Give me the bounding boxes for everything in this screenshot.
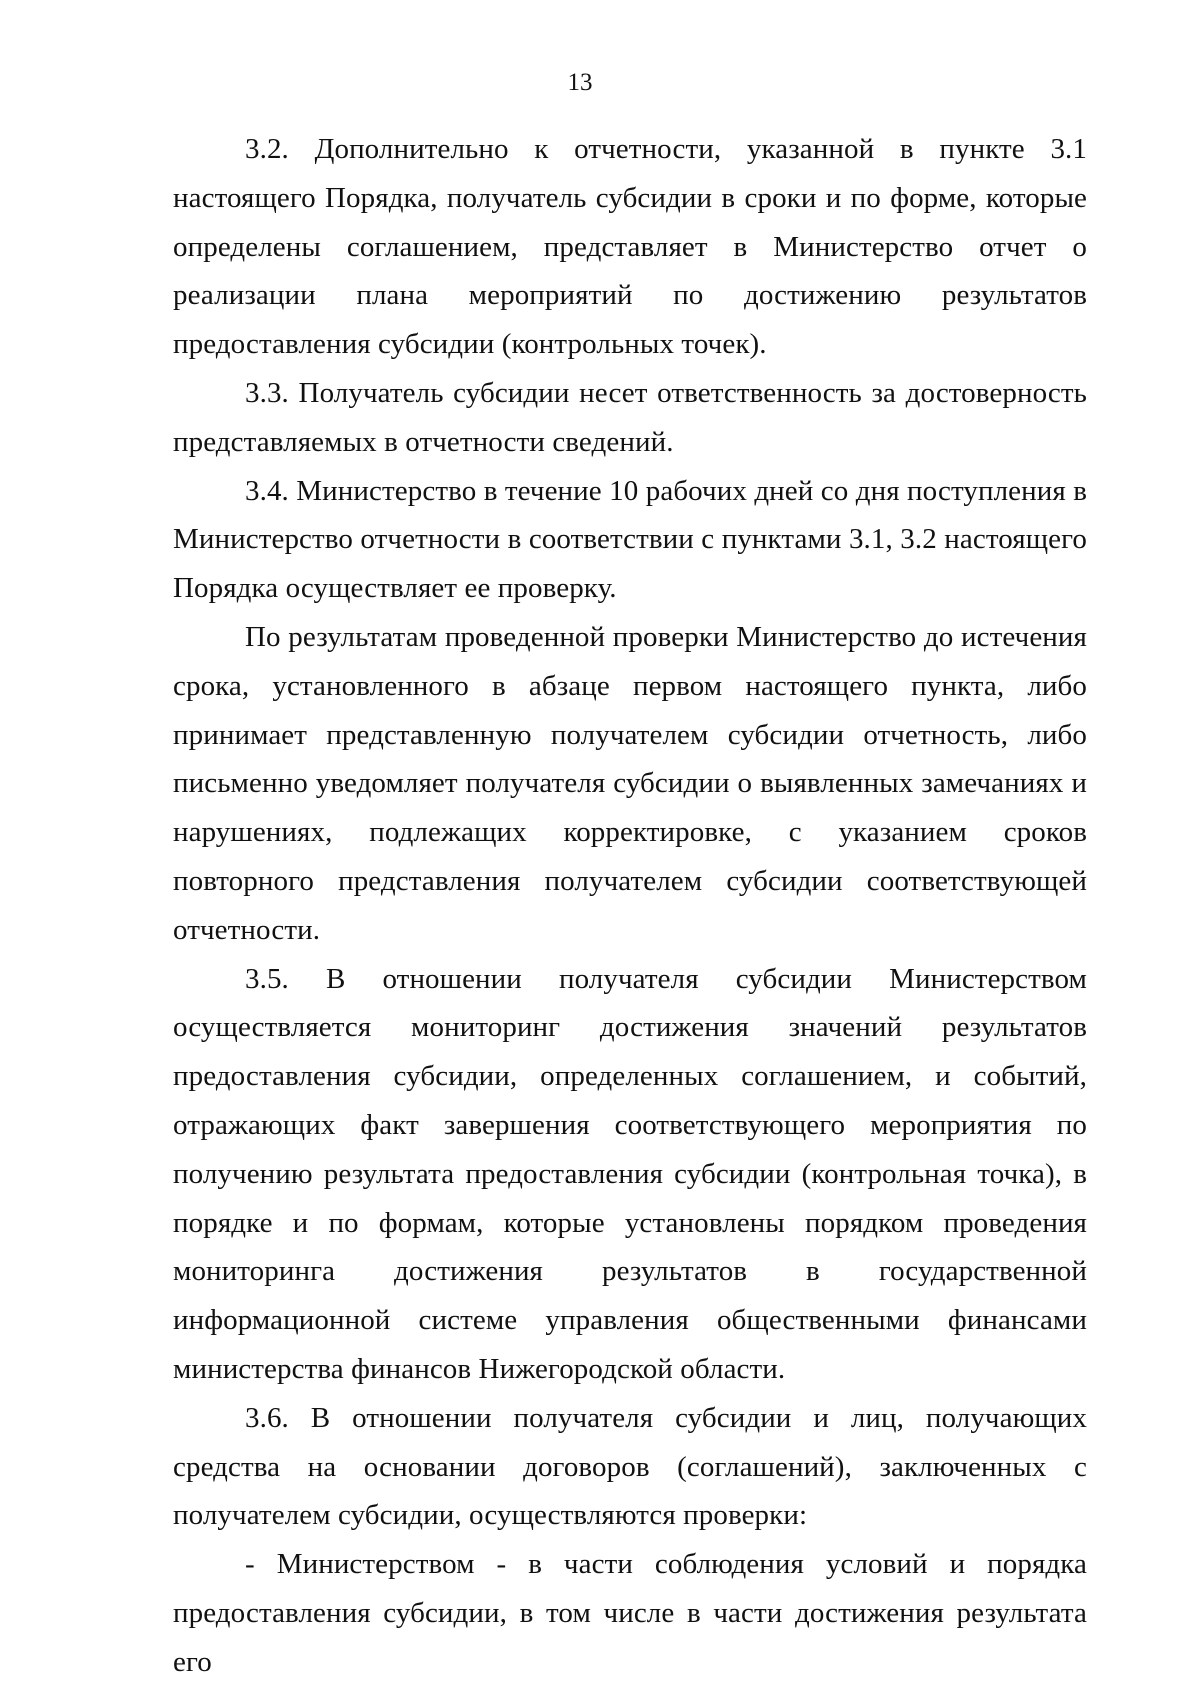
paragraph-3-2: 3.2. Дополнительно к отчетности, указанной в пункте 3.1 настоящего Порядка, получатель субсидии в сроки и по форме, которые определены соглашением, представляет в Министерство отчет о реализации плана мероприятий по достижению результатов предоставления субсидии (контрольных точек).	[173, 133, 1087, 361]
paragraph-3-4-results: По результатам проведенной проверки Министерство до истечения срока, установленного в абзаце первом настоящего пункта, либо принимает представленную получателем субсидии отчетность, либо письменно уведомляет получателя субсидии о выявленных замечаниях и нарушениях, подлежащих корректировке, с указанием сроков повторного представления получателем субсидии соответствующей отчетности.	[173, 620, 1087, 946]
paragraph-3-4: 3.4. Министерство в течение 10 рабочих дней со дня поступления в Министерство отчетности в соответствии с пунктами 3.1, 3.2 настоящего Порядка осуществляет ее проверку.	[173, 474, 1087, 605]
paragraph-3-5: 3.5. В отношении получателя субсидии Министерством осуществляется мониторинг достижения значений результатов предоставления субсидии, определенных соглашением, и событий, отражающих факт завершения соответствующего мероприятия по получению результата предоставления субсидии (контрольная точка), в порядке и по формам, которые установлены порядком проведения мониторинга достижения результатов в государственной информационной системе управления общественными финансами министерства финансов Нижегородской области.	[173, 962, 1087, 1385]
paragraph-3-3: 3.3. Получатель субсидии несет ответственность за достоверность представляемых в отчетности сведений.	[173, 376, 1087, 458]
paragraph-3-6: 3.6. В отношении получателя субсидии и лиц, получающих средства на основании договоров (соглашений), заключенных с получателем субсидии, осуществляются проверки:	[173, 1401, 1087, 1532]
paragraph-3-6-ministry: - Министерством - в части соблюдения условий и порядка предоставления субсидии, в том числе в части достижения результата его	[173, 1548, 1087, 1678]
page-number: 13	[567, 69, 593, 96]
document-body	[173, 125, 1087, 1687]
